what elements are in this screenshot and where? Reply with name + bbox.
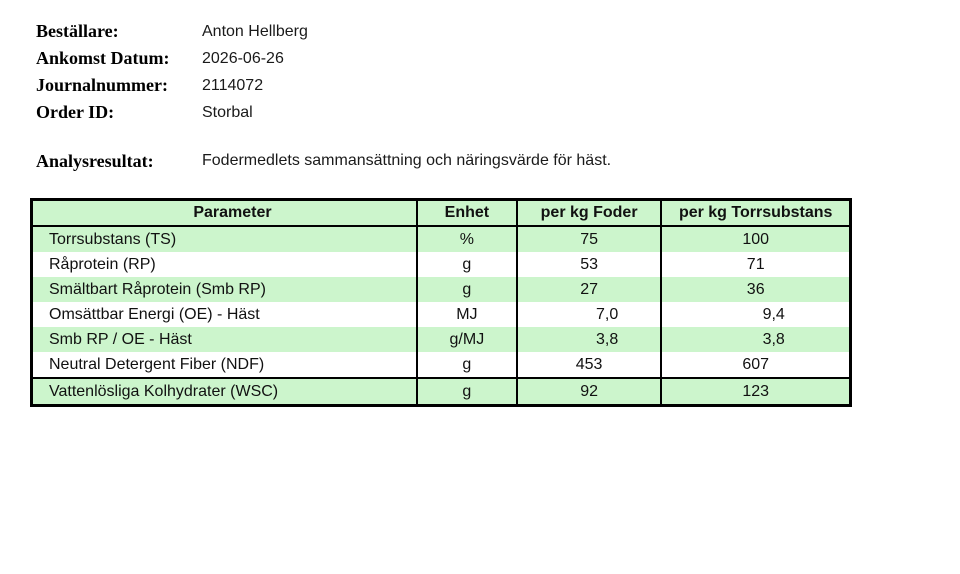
cell-per-kg-feed: 453: [517, 352, 662, 378]
cell-per-kg-dm: 36: [661, 277, 850, 302]
cell-per-kg-dm: [661, 327, 850, 352]
order-info: [36, 18, 308, 126]
table-row: [32, 378, 851, 406]
results-table: [30, 198, 852, 407]
cell-per-kg-dm-value: 9,4: [762, 305, 785, 323]
cell-per-kg-feed: [517, 302, 662, 327]
header-unit: Enhet: [417, 200, 517, 227]
order-id-row: [36, 99, 308, 126]
table-header-row: [32, 200, 851, 227]
cell-per-kg-feed-value: 7,0: [595, 305, 619, 323]
cell-parameter: Smb RP / OE - Häst: [32, 327, 417, 352]
table-row: [32, 302, 851, 327]
cell-parameter: Smältbart Råprotein (Smb RP): [32, 277, 417, 302]
table-row: [32, 277, 851, 302]
cell-per-kg-dm: 123: [661, 378, 850, 406]
journal-number-row: [36, 72, 308, 99]
table-row: [32, 226, 851, 252]
cell-per-kg-feed: 92: [517, 378, 662, 406]
cell-per-kg-feed: 75: [517, 226, 662, 252]
cell-unit: g: [417, 352, 517, 378]
cell-unit: g: [417, 378, 517, 406]
cell-per-kg-dm: 71: [661, 252, 850, 277]
analysis-result: [36, 148, 611, 174]
analysis-text: Fodermedlets sammansättning och näringsvärde för häst.: [202, 152, 612, 169]
cell-unit: g/MJ: [417, 327, 517, 352]
cell-unit: g: [417, 252, 517, 277]
order-id-label: Order ID:: [36, 102, 115, 122]
cell-per-kg-dm: 100: [661, 226, 850, 252]
cell-parameter: Neutral Detergent Fiber (NDF): [32, 352, 417, 378]
header-parameter: Parameter: [32, 200, 417, 227]
header-per-kg-dm: per kg Torrsubstans: [661, 200, 850, 227]
order-id-value: Storbal: [202, 103, 253, 121]
cell-per-kg-feed: 27: [517, 277, 662, 302]
arrival-date-row: [36, 45, 308, 72]
orderer-row: [36, 18, 308, 45]
cell-unit: MJ: [417, 302, 517, 327]
orderer-value: Anton Hellberg: [202, 22, 308, 40]
cell-parameter: Omsättbar Energi (OE) - Häst: [32, 302, 417, 327]
analysis-label: Analysresultat:: [36, 150, 154, 171]
table-row: [32, 252, 851, 277]
cell-per-kg-feed-value: 3,8: [595, 330, 619, 348]
cell-parameter: Råprotein (RP): [32, 252, 417, 277]
cell-unit: %: [417, 226, 517, 252]
header-per-kg-feed: per kg Foder: [517, 200, 662, 227]
cell-unit: g: [417, 277, 517, 302]
cell-per-kg-feed: [517, 327, 662, 352]
cell-parameter: Torrsubstans (TS): [32, 226, 417, 252]
table-row: [32, 327, 851, 352]
orderer-label: Beställare:: [36, 21, 119, 41]
cell-per-kg-dm-value: 3,8: [762, 330, 785, 348]
arrival-date-label: Ankomst Datum:: [36, 48, 170, 68]
arrival-date-value: 2026-06-26: [202, 49, 284, 67]
table-row: [32, 352, 851, 378]
cell-parameter: Vattenlösliga Kolhydrater (WSC): [32, 378, 417, 406]
cell-per-kg-dm: [661, 302, 850, 327]
cell-per-kg-feed: 53: [517, 252, 662, 277]
journal-number-label: Journalnummer:: [36, 75, 168, 95]
journal-number-value: 2114072: [202, 76, 264, 94]
cell-per-kg-dm: 607: [661, 352, 850, 378]
